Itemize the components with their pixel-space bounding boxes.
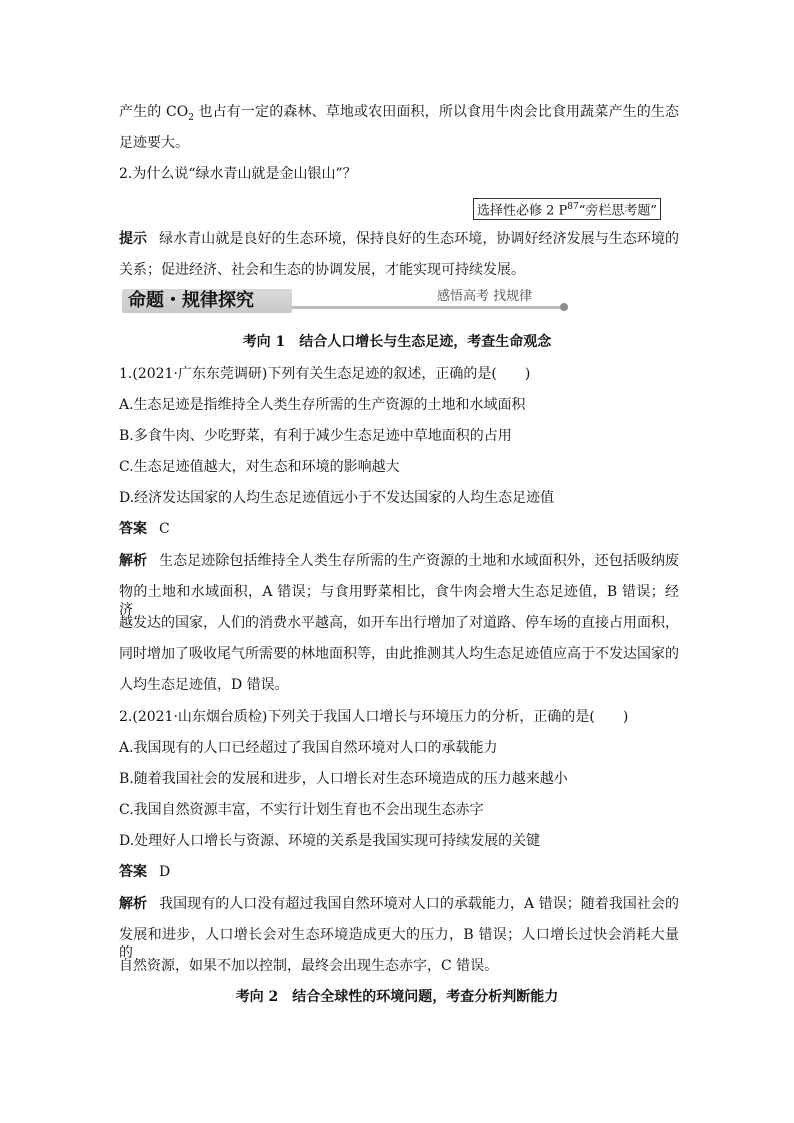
question-1-analysis-line-4: 同时增加了吸收尾气所需要的林地面积等，由此推测其人均生态足迹值应高于不发达国家的 [119, 646, 679, 662]
question-1-option-d: D.经济发达国家的人均生态足迹值远小于不发达国家的人均生态足迹值 [119, 490, 555, 506]
question-2-analysis-line-1 [119, 895, 679, 913]
hint-label: 提示 [119, 231, 148, 247]
answer-label: 答案 [119, 521, 147, 537]
intro-line-2: 足迹要大。 [119, 135, 189, 151]
question-1-stem: 1.(2021·广东东莞调研)下列有关生态足迹的叙述，正确的是( ) [119, 366, 531, 382]
answer-label: 答案 [119, 864, 147, 880]
direction-1-heading: 考向 1 结合人口增长与生态足迹，考查生命观念 [242, 334, 552, 350]
question-2-stem: 2.(2021·山东烟台质检)下列关于我国人口增长与环境压力的分析，正确的是( ) [119, 709, 629, 725]
question-2-option-a: A.我国现有的人口已经超过了我国自然环境对人口的承载能力 [119, 740, 498, 756]
hint-line-2: 关系；促进经济、社会和生态的协调发展，才能实现可持续发展。 [119, 262, 525, 278]
intro-line-1 [119, 103, 679, 127]
co2-subscript: 2 [188, 112, 194, 123]
question-2-answer [119, 863, 170, 881]
answer-value: D [159, 864, 171, 880]
intro-text-b: 也占有一定的森林、草地或农田面积，所以食用牛肉会比食用蔬菜产生的生态 [193, 104, 679, 120]
source-reference-box [473, 198, 661, 220]
section-banner [122, 289, 572, 315]
question-1-option-c: C.生态足迹值越大，对生态和环境的影响越大 [119, 459, 400, 475]
hint-text-1: 绿水青山就是良好的生态环境，保持良好的生态环境，协调好经济发展与生态环境的 [159, 231, 680, 247]
analysis-label: 解析 [119, 553, 148, 569]
question-2-analysis-line-2: 发展和进步，人口增长会对生态环境造成更大的压力，B 错误；人口增长过快会消耗大量的 [119, 927, 679, 961]
banner-rule [290, 306, 564, 309]
question-2-analysis-line-3: 自然资源，如果不加以控制，最终会出现生态赤字，C 错误。 [119, 958, 499, 974]
question-1-analysis-line-5: 人均生态足迹值，D 错误。 [119, 677, 289, 693]
direction-2-heading: 考向 2 结合全球性的环境问题，考查分析判断能力 [235, 989, 559, 1005]
source-page-superscript: 87 [567, 202, 579, 212]
question-1-analysis-line-3: 越发达的国家，人们的消费水平越高，如开车出行增加了对道路、停车场的直接占用面积， [119, 615, 679, 631]
hint-line-1 [119, 230, 679, 248]
intro-text-a: 产生的 CO [119, 104, 189, 120]
answer-value: C [159, 521, 170, 537]
source-text: 选择性必修 2 P [477, 203, 568, 219]
banner-title: 命题・规律探究 [122, 289, 292, 313]
question-2-option-d: D.处理好人口增长与资源、环境的关系是我国实现可持续发展的关键 [119, 833, 541, 849]
question-1-analysis-line-2: 物的土地和水域面积，A 错误；与食用野菜相比，食牛肉会增大生态足迹值，B 错误；经济 [119, 584, 679, 618]
question-1-analysis-line-1 [119, 552, 679, 570]
question-2-option-c: C.我国自然资源丰富，不实行计划生育也不会出现生态赤字 [119, 802, 484, 818]
banner-dot-icon [560, 303, 568, 311]
question-1-option-a: A.生态足迹是指维持全人类生存所需的生产资源的土地和水域面积 [119, 397, 526, 413]
analysis-label: 解析 [119, 896, 148, 912]
analysis-text: 我国现有的人口没有超过我国自然环境对人口的承载能力，A 错误；随着我国社会的 [159, 896, 679, 912]
banner-subtitle: 感悟高考 找规律 [433, 289, 536, 305]
analysis-text: 生态足迹除包括维持全人类生存所需的生产资源的土地和水域面积外，还包括吸纳废 [159, 553, 680, 569]
question-1-answer [119, 520, 170, 538]
question-2-option-b: B.随着我国社会的发展和进步，人口增长对生态环境造成的压力越来越小 [119, 771, 568, 787]
source-suffix: “旁栏思考题” [578, 203, 658, 219]
question-1-option-b: B.多食牛肉、少吃野菜，有利于减少生态足迹中草地面积的占用 [119, 428, 512, 444]
question-2-prompt: 2.为什么说“绿水青山就是金山银山”？ [119, 166, 357, 182]
